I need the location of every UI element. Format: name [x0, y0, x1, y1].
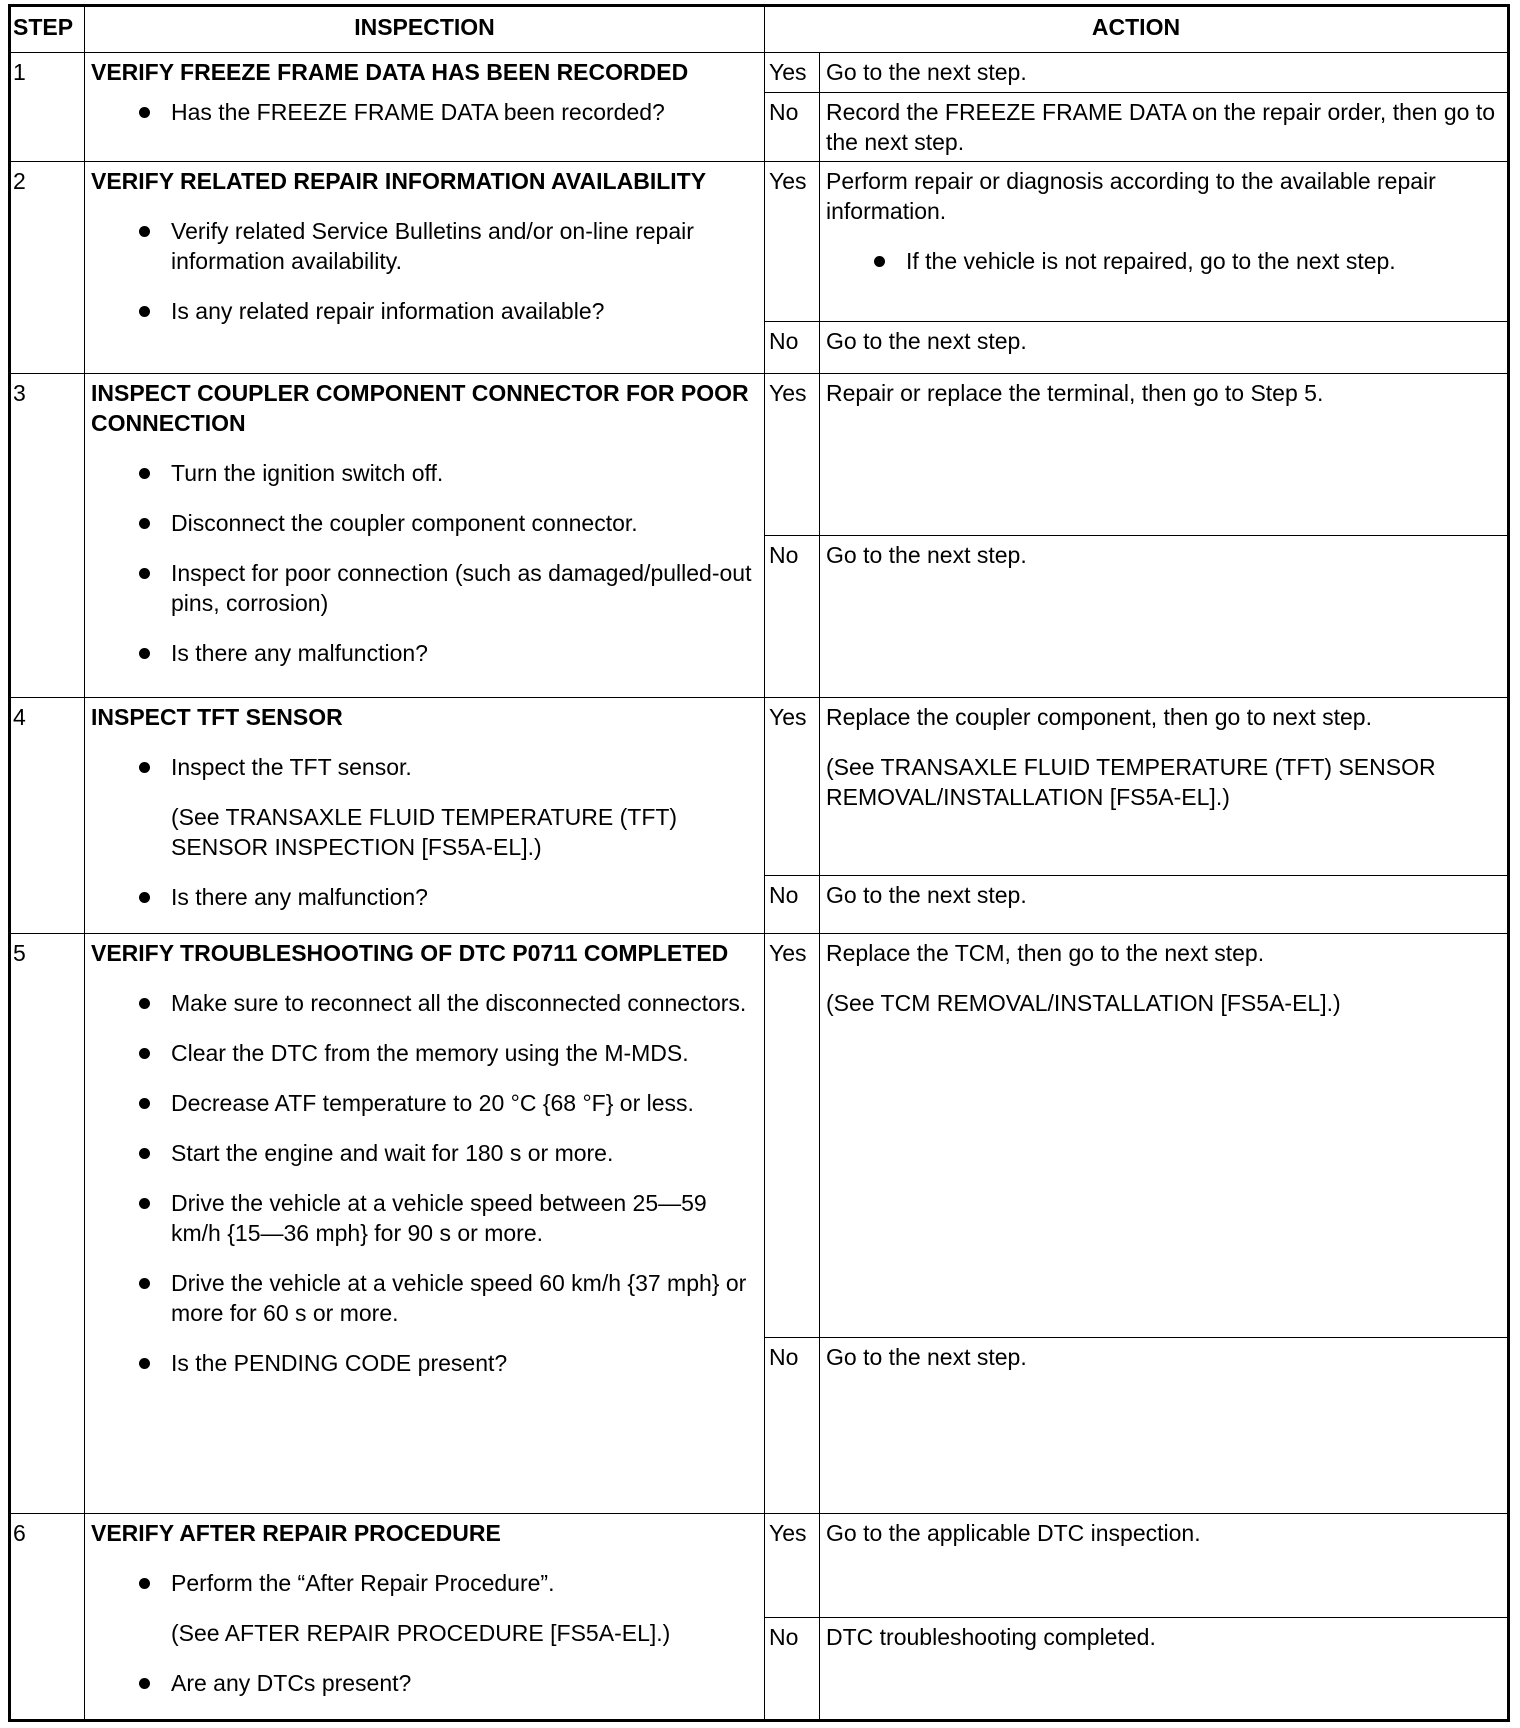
header-action: ACTION	[765, 7, 1508, 53]
yes-label: Yes	[765, 698, 820, 876]
no-label: No	[765, 322, 820, 374]
inspection-title: VERIFY TROUBLESHOOTING OF DTC P0711 COMPLETED	[91, 940, 729, 966]
reference-text: (See TRANSAXLE FLUID TEMPERATURE (TFT) SENSOR REMOVAL/INSTALLATION [FS5A-EL].)	[826, 754, 1436, 810]
step-number: 3	[11, 374, 85, 698]
inspection-cell	[85, 374, 765, 698]
no-action: DTC troubleshooting completed.	[820, 1618, 1508, 1720]
list-item: Is the PENDING CODE present?	[91, 1348, 758, 1378]
yes-action: Go to the applicable DTC inspection.	[820, 1514, 1508, 1618]
inspection-cell	[85, 53, 765, 162]
yes-action: Replace the coupler component, then go to next step.	[826, 704, 1372, 730]
inspection-title: INSPECT TFT SENSOR	[91, 704, 343, 730]
list-item: Drive the vehicle at a vehicle speed 60 km/h {37 mph} or more for 60 s or more.	[91, 1268, 758, 1328]
header-inspection: INSPECTION	[85, 7, 765, 53]
step-number: 6	[11, 1514, 85, 1720]
list-item: If the vehicle is not repaired, go to the next step.	[826, 246, 1501, 276]
list-item: Inspect for poor connection (such as damaged/pulled-out pins, corrosion)	[91, 558, 758, 618]
yes-action-cell	[820, 698, 1508, 876]
no-action: Go to the next step.	[820, 536, 1508, 698]
no-label: No	[765, 1618, 820, 1720]
reference-text: (See TRANSAXLE FLUID TEMPERATURE (TFT) SENSOR INSPECTION [FS5A-EL].)	[171, 804, 678, 860]
no-label: No	[765, 876, 820, 934]
step-number: 1	[11, 53, 85, 162]
yes-action: Perform repair or diagnosis according to the available repair information.	[826, 168, 1436, 224]
table-row	[11, 374, 1508, 536]
step-number: 5	[11, 934, 85, 1514]
list-item: Perform the “After Repair Procedure”.	[91, 1568, 758, 1598]
inspection-cell	[85, 698, 765, 934]
inspection-title: INSPECT COUPLER COMPONENT CONNECTOR FOR POOR CONNECTION	[91, 380, 749, 436]
table-row	[11, 1514, 1508, 1618]
no-label: No	[765, 1338, 820, 1514]
list-item: Is any related repair information available?	[91, 296, 758, 326]
table-row	[11, 162, 1508, 322]
list-item: Verify related Service Bulletins and/or on-line repair information availability.	[91, 216, 758, 276]
list-item: Decrease ATF temperature to 20 °C {68 °F} or less.	[91, 1088, 758, 1118]
header-step: STEP	[11, 7, 85, 53]
no-label: No	[765, 93, 820, 162]
table-row	[11, 698, 1508, 876]
procedure-table	[10, 6, 1508, 1720]
list-item: Is there any malfunction?	[91, 882, 758, 912]
step-number: 4	[11, 698, 85, 934]
yes-label: Yes	[765, 162, 820, 322]
step-number: 2	[11, 162, 85, 374]
reference-text: (See AFTER REPAIR PROCEDURE [FS5A-EL].)	[171, 1620, 671, 1646]
reference-text: (See TCM REMOVAL/INSTALLATION [FS5A-EL].)	[826, 990, 1341, 1016]
no-label: No	[765, 536, 820, 698]
table-row	[11, 934, 1508, 1338]
no-action: Go to the next step.	[820, 876, 1508, 934]
inspection-title: VERIFY RELATED REPAIR INFORMATION AVAILABILITY	[91, 168, 707, 194]
list-item: Make sure to reconnect all the disconnected connectors.	[91, 988, 758, 1018]
yes-action-cell	[820, 934, 1508, 1338]
list-item: Drive the vehicle at a vehicle speed between 25—59 km/h {15—36 mph} for 90 s or more.	[91, 1188, 758, 1248]
list-item: Has the FREEZE FRAME DATA been recorded?	[91, 97, 758, 127]
yes-label: Yes	[765, 374, 820, 536]
no-action: Go to the next step.	[820, 1338, 1508, 1514]
list-item: Are any DTCs present?	[91, 1668, 758, 1698]
inspection-cell	[85, 1514, 765, 1720]
yes-action: Repair or replace the terminal, then go to Step 5.	[820, 374, 1508, 536]
inspection-title: VERIFY AFTER REPAIR PROCEDURE	[91, 1520, 501, 1546]
yes-action: Go to the next step.	[820, 53, 1508, 93]
yes-action-cell	[820, 162, 1508, 322]
inspection-cell	[85, 934, 765, 1514]
no-action: Record the FREEZE FRAME DATA on the repair order, then go to the next step.	[820, 93, 1508, 162]
list-item: Clear the DTC from the memory using the M-MDS.	[91, 1038, 758, 1068]
yes-label: Yes	[765, 53, 820, 93]
yes-label: Yes	[765, 1514, 820, 1618]
list-item: Turn the ignition switch off.	[91, 458, 758, 488]
yes-action: Replace the TCM, then go to the next step.	[826, 940, 1265, 966]
no-action: Go to the next step.	[820, 322, 1508, 374]
list-item: Is there any malfunction?	[91, 638, 758, 668]
inspection-title: VERIFY FREEZE FRAME DATA HAS BEEN RECORDED	[91, 59, 689, 85]
yes-label: Yes	[765, 934, 820, 1338]
inspection-cell	[85, 162, 765, 374]
diagnostic-procedure-table	[8, 4, 1510, 1722]
list-item: Disconnect the coupler component connector.	[91, 508, 758, 538]
table-row	[11, 53, 1508, 93]
list-item: Inspect the TFT sensor.	[91, 752, 758, 782]
list-item: Start the engine and wait for 180 s or more.	[91, 1138, 758, 1168]
table-header-row	[11, 7, 1508, 53]
